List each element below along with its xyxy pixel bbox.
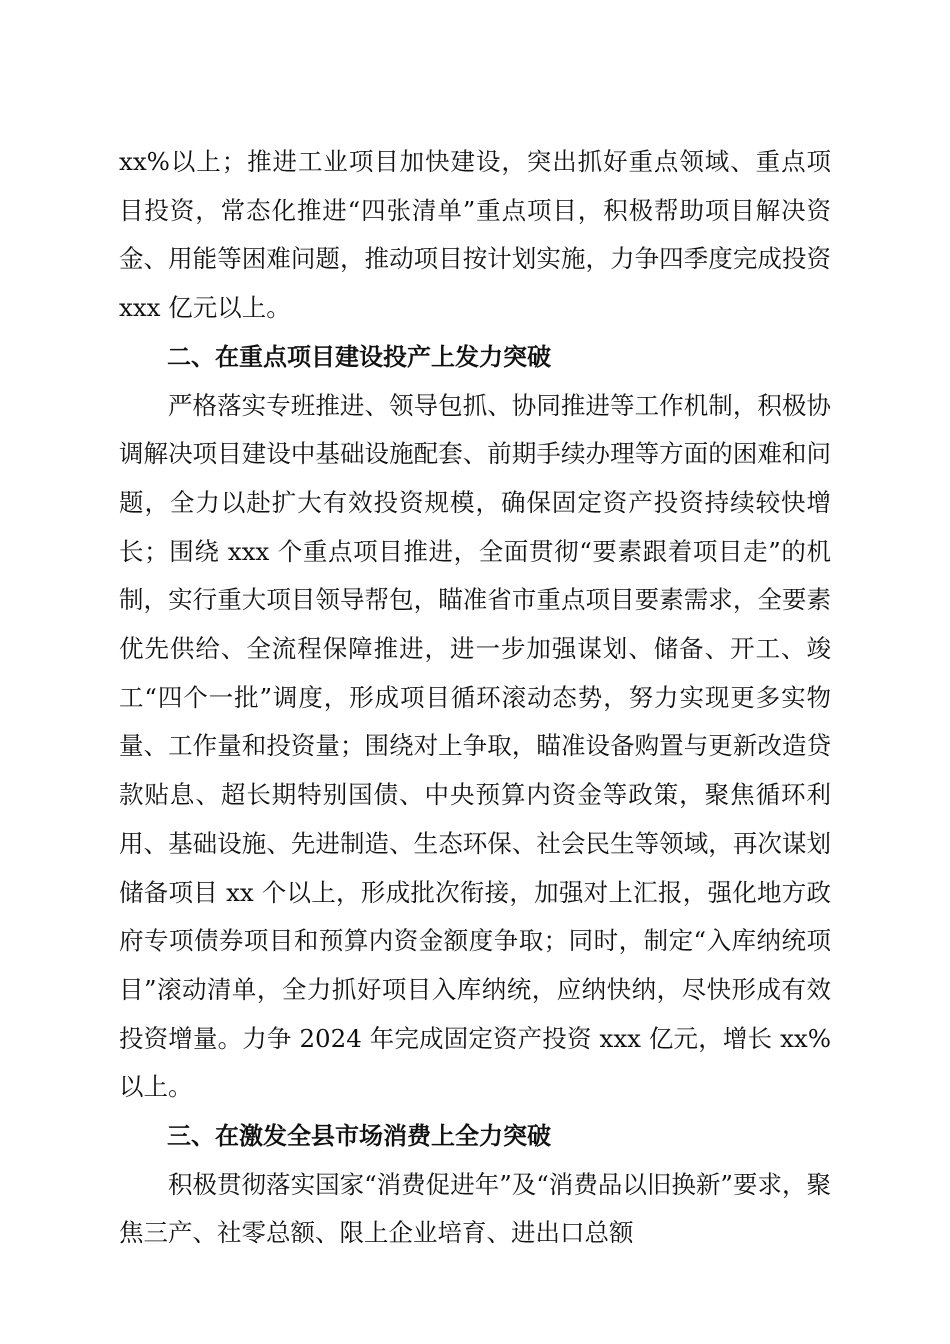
paragraph-investment-continued: xx%以上；推进工业项目加快建设，突出抓好重点领域、重点项目投资，常态化推进“四张清单”重点项目，积极帮助项目解决资金、用能等困难问题，推动项目按计划实施，力争四季度完成投资 xxx 亿元以上。 xyxy=(119,147,831,323)
section-heading-2: 二、在重点项目建设投产上发力突破 xyxy=(167,342,551,371)
paragraph-consumption: 积极贯彻落实国家“消费促进年”及“消费品以旧换新”要求，聚焦三产、社零总额、限上企业培育、进出口总额 xyxy=(119,1169,831,1248)
section-heading-3: 三、在激发全县市场消费上全力突破 xyxy=(167,1122,551,1151)
paragraph-key-projects: 严格落实专班推进、领导包抓、协同推进等工作机制，积极协调解决项目建设中基础设施配套、前期手续办理等方面的困难和问题，全力以赴扩大有效投资规模，确保固定资产投资持续较快增长；围绕 xxx 个重点项目推进，全面贯彻“要素跟着项目走”的机制，实行重大项目领导帮包，瞄准省市重点项目要素需求，全要素优先供给、全流程保障推进，进一步加强谋划、储备、开工、竣工“四个一批”调度，形成项目循环滚动态势，努力实现更多实物量、工作量和投资量；围绕对上争取，瞄准设备购置与更新改造贷款贴息、超长期特别国债、中央预算内资金等政策，聚焦循环利用、基础设施、先进制造、生态环保、社会民生等领域，再次谋划储备项目 xx 个以上，形成批次衔接，加强对上汇报，强化地方政府专项债券项目和预算内资金额度争取；同时，制定“入库纳统项目”滚动清单，全力抓好项目入库纳统，应纳快纳，尽快形成有效投资增量。力争 2024 年完成固定资产投资 xxx 亿元，增长 xx%以上。 xyxy=(119,390,831,1102)
document-body xyxy=(119,138,831,1258)
